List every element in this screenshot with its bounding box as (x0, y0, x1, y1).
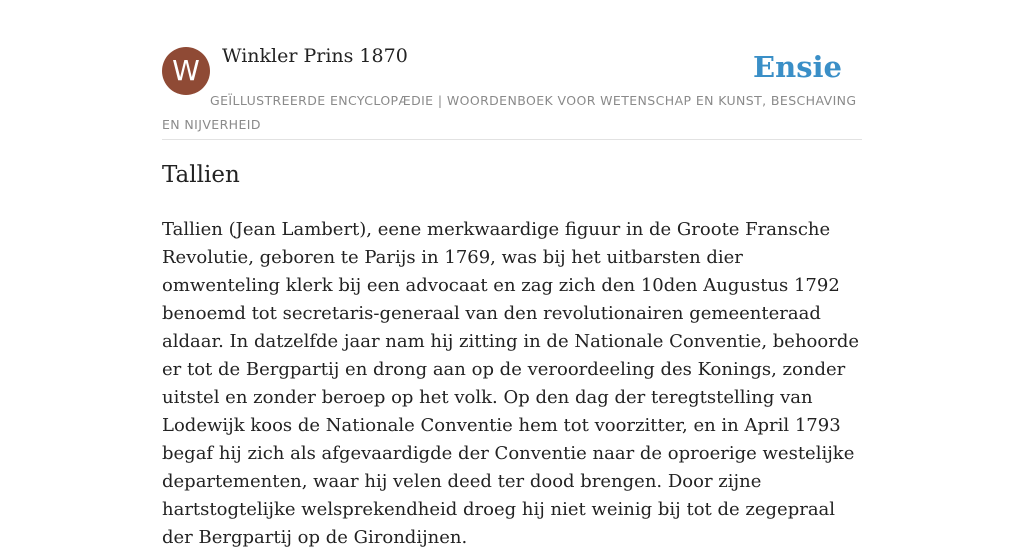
ensie-logo[interactable]: Ensie (753, 50, 842, 84)
source-avatar[interactable]: W (162, 47, 210, 95)
source-title-link[interactable]: Winkler Prins 1870 (222, 45, 408, 67)
source-subtitle: GEÏLLUSTREERDE ENCYCLOPÆDIE | WOORDENBOEK VOOR WETENSCHAP EN KUNST, BESCHAVING EN NIJVERHEID (162, 93, 857, 132)
article-title: Tallien (162, 162, 240, 188)
header-divider (162, 139, 862, 140)
article-body: Tallien (Jean Lambert), eene merkwaardige figuur in de Groote Fransche Revolutie, geboren te Parijs in 1769, was bij het uitbarsten dier omwenteling klerk bij een advocaat en zag zich den 10den Augustus 1792 benoemd tot secretaris-generaal van den revolutionairen gemeenteraad aldaar. In datzelfde jaar nam hij zitting in de Nationale Conventie, behoorde er tot de Bergpartij en drong aan op de veroordeeling des Konings, zonder uitstel en zonder beroep op het volk. Op den dag der teregtstelling van Lodewijk koos de Nationale Conventie hem tot voorzitter, en in April 1793 begaf hij zich als afgevaardigde der Conventie naar de oproerige westelijke departementen, waar hij velen deed ter dood brengen. Door zijne hartstogtelijke welsprekendheid droeg hij niet weinig bij tot de zegepraal der Bergpartij op de Girondijnen. (162, 219, 859, 548)
